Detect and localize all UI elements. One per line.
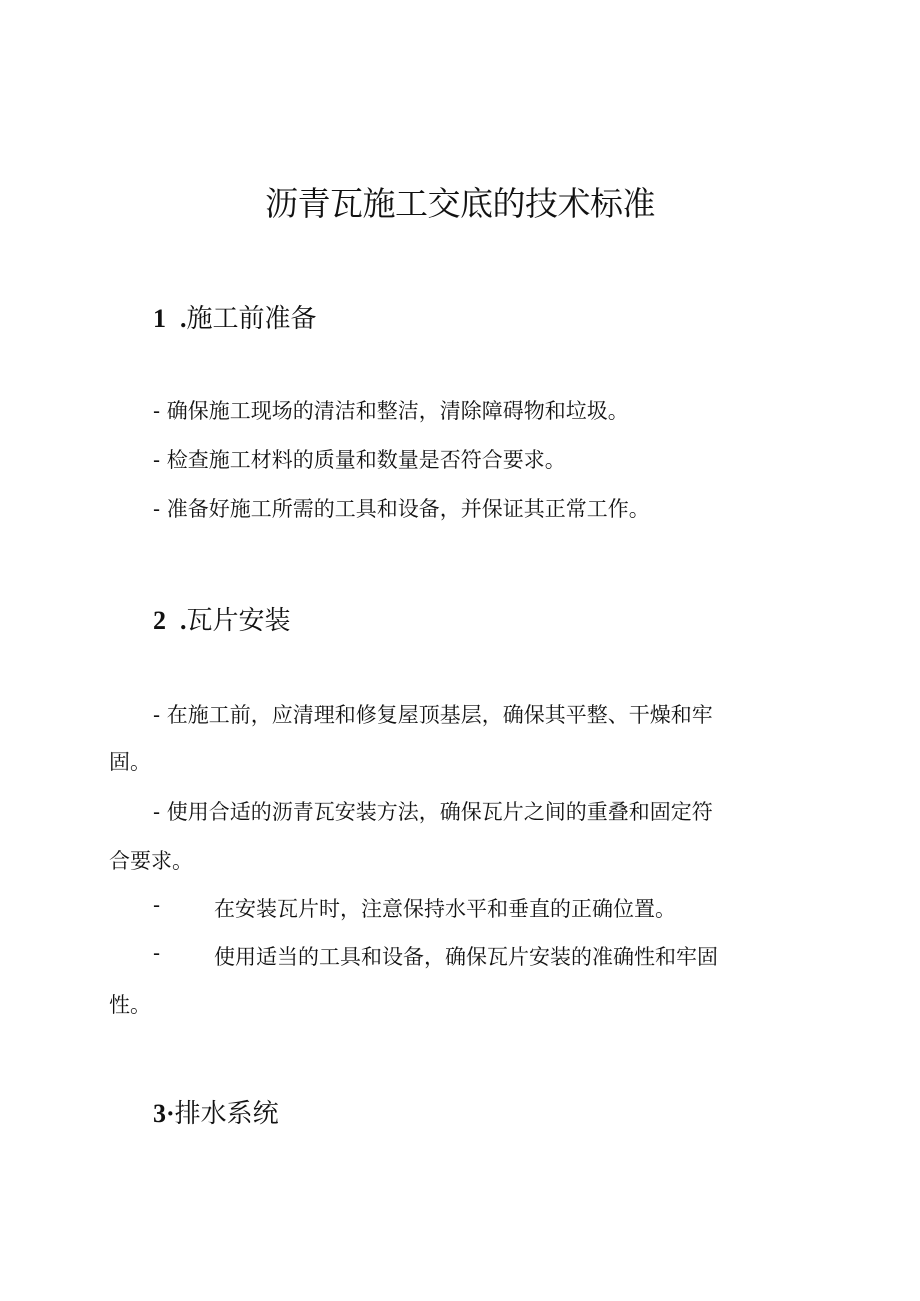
section-1-item-1: - 确保施工现场的清洁和整洁，清除障碍物和垃圾。 [153, 399, 629, 423]
section-2-item-1-line-1: - 在施工前，应清理和修复屋顶基层，确保其平整、干燥和牢 [153, 703, 713, 727]
section-1-number: 1 [153, 304, 166, 333]
section-2-item-3-dash: - [153, 893, 161, 917]
section-1-separator: . [180, 304, 187, 333]
section-1-item-3: - 准备好施工所需的工具和设备，并保证其正常工作。 [153, 497, 650, 521]
section-2-title: 瓦片安装 [186, 606, 291, 636]
section-1-heading [153, 298, 317, 335]
section-2-item-1-line-2: 固。 [109, 750, 151, 774]
section-3-separator: · [166, 1099, 175, 1128]
section-2-number: 2 [153, 606, 166, 635]
document-title: 沥青瓦施工交底的技术标准 [265, 184, 655, 223]
section-1-title: 施工前准备 [186, 304, 317, 334]
section-3-number: 3 [153, 1099, 166, 1128]
section-2-item-2-line-1: - 使用合适的沥青瓦安装方法，确保瓦片之间的重叠和固定符 [153, 800, 713, 824]
section-2-item-4-dash: - [153, 941, 161, 965]
section-3-heading [153, 1093, 279, 1130]
section-3-title: 排水系统 [174, 1099, 279, 1129]
section-1-item-2: - 检查施工材料的质量和数量是否符合要求。 [153, 448, 566, 472]
section-2-heading [153, 600, 291, 637]
section-2-item-4-line-1: 使用适当的工具和设备，确保瓦片安装的准确性和牢固 [214, 945, 718, 969]
section-2-item-3-line-1: 在安装瓦片时，注意保持水平和垂直的正确位置。 [214, 897, 676, 921]
section-2-item-2-line-2: 合要求。 [109, 849, 193, 873]
section-2-item-4-line-2: 性。 [109, 993, 151, 1017]
section-2-separator: . [180, 606, 187, 635]
